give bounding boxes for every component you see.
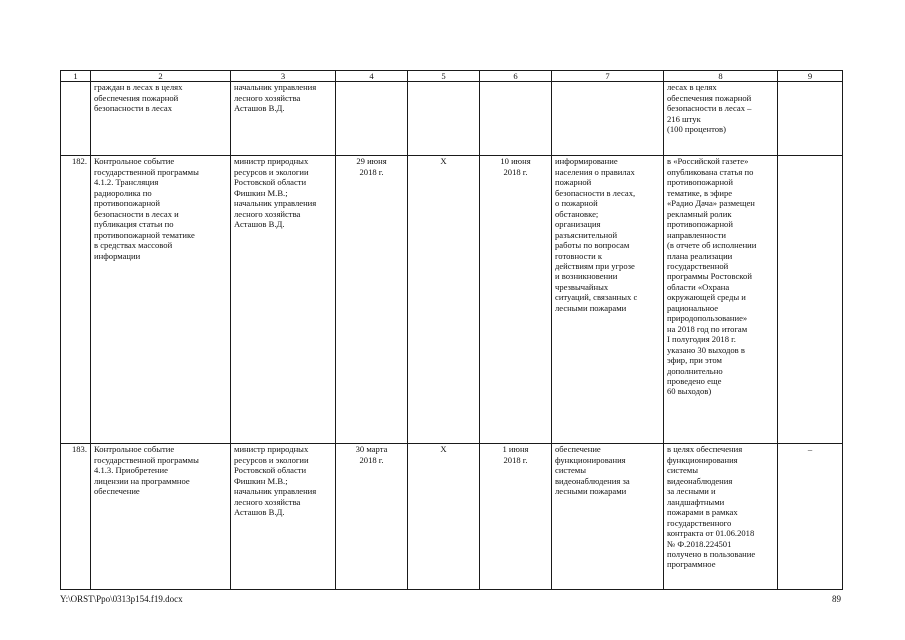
column-header: 5 [408, 71, 480, 82]
column-header: 3 [231, 71, 336, 82]
fact-date-cell: 10 июня 2018 г. [480, 156, 552, 444]
fact-date-cell [480, 82, 552, 156]
column-header: 7 [552, 71, 664, 82]
column-header: 2 [91, 71, 231, 82]
responsible-cell: начальник управления лесного хозяйства Асташов В.Д. [231, 82, 336, 156]
fact-date-cell: 1 июня 2018 г. [480, 444, 552, 590]
table-row [61, 156, 843, 444]
page-number: 89 [832, 594, 841, 604]
note-cell: – [778, 444, 843, 590]
table-row [61, 444, 843, 590]
plan-date-cell [336, 82, 408, 156]
x-cell [408, 82, 480, 156]
row-number: 182. [61, 156, 91, 444]
event-cell: Контрольное событие государственной программы 4.1.3. Приобретение лицензии на программное обеспечение [91, 444, 231, 590]
x-cell: X [408, 156, 480, 444]
responsible-cell: министр природных ресурсов и экологии Ростовской области Фишкин М.В.; начальник управления лесного хозяйства Асташов В.Д. [231, 444, 336, 590]
event-cell: граждан в лесах в целях обеспечения пожарной безопасности в лесах [91, 82, 231, 156]
report-cell: в целях обеспечения функционирования системы видеонаблюдения за лесными и ландшафтными пожарами в рамках государственного контракта от 01.06.2018 № Ф.2018.224501 получено в пользование программное [664, 444, 778, 590]
event-cell: Контрольное событие государственной программы 4.1.2. Трансляция радиоролика по противопожарной безопасности в лесах и публикация статьи по противопожарной тематике в средствах массовой информации [91, 156, 231, 444]
report-cell: в «Российской газете» опубликована статья по противопожарной тематике, в эфире «Радио Дача» размещен рекламный ролик противопожарной направленности (в отчете об исполнении плана реализации государственной программы Ростовской области «Охрана окружающей среды и рациональное природопользование» на 2018 год по итогам I полугодия 2018 г. указано 30 выходов в эфир, при этом дополнительно проведено еще 60 выходов) [664, 156, 778, 444]
plan-date-cell: 29 июня 2018 г. [336, 156, 408, 444]
footer-file-path: Y:\ORST\Ppo\0313p154.f19.docx [60, 594, 183, 604]
column-header: 4 [336, 71, 408, 82]
report-cell: лесах в целях обеспечения пожарной безопасности в лесах – 216 штук (100 процентов) [664, 82, 778, 156]
plan-date-cell: 30 марта 2018 г. [336, 444, 408, 590]
responsible-cell: министр природных ресурсов и экологии Ростовской области Фишкин М.В.; начальник управления лесного хозяйства Асташов В.Д. [231, 156, 336, 444]
table-row [61, 82, 843, 156]
report-table [60, 70, 843, 590]
table-header-row [61, 71, 843, 82]
row-number [61, 82, 91, 156]
result-cell [552, 82, 664, 156]
result-cell: информирование населения о правилах пожарной безопасности в лесах, о пожарной обстановке; организация разъяснительной работы по вопросам готовности к действиям при угрозе и возникновении чрезвычайных ситуаций, связанных с лесными пожарами [552, 156, 664, 444]
row-number: 183. [61, 444, 91, 590]
result-cell: обеспечение функционирования системы видеонаблюдения за лесными пожарами [552, 444, 664, 590]
note-cell [778, 156, 843, 444]
note-cell [778, 82, 843, 156]
column-header: 1 [61, 71, 91, 82]
column-header: 9 [778, 71, 843, 82]
x-cell: X [408, 444, 480, 590]
column-header: 6 [480, 71, 552, 82]
column-header: 8 [664, 71, 778, 82]
